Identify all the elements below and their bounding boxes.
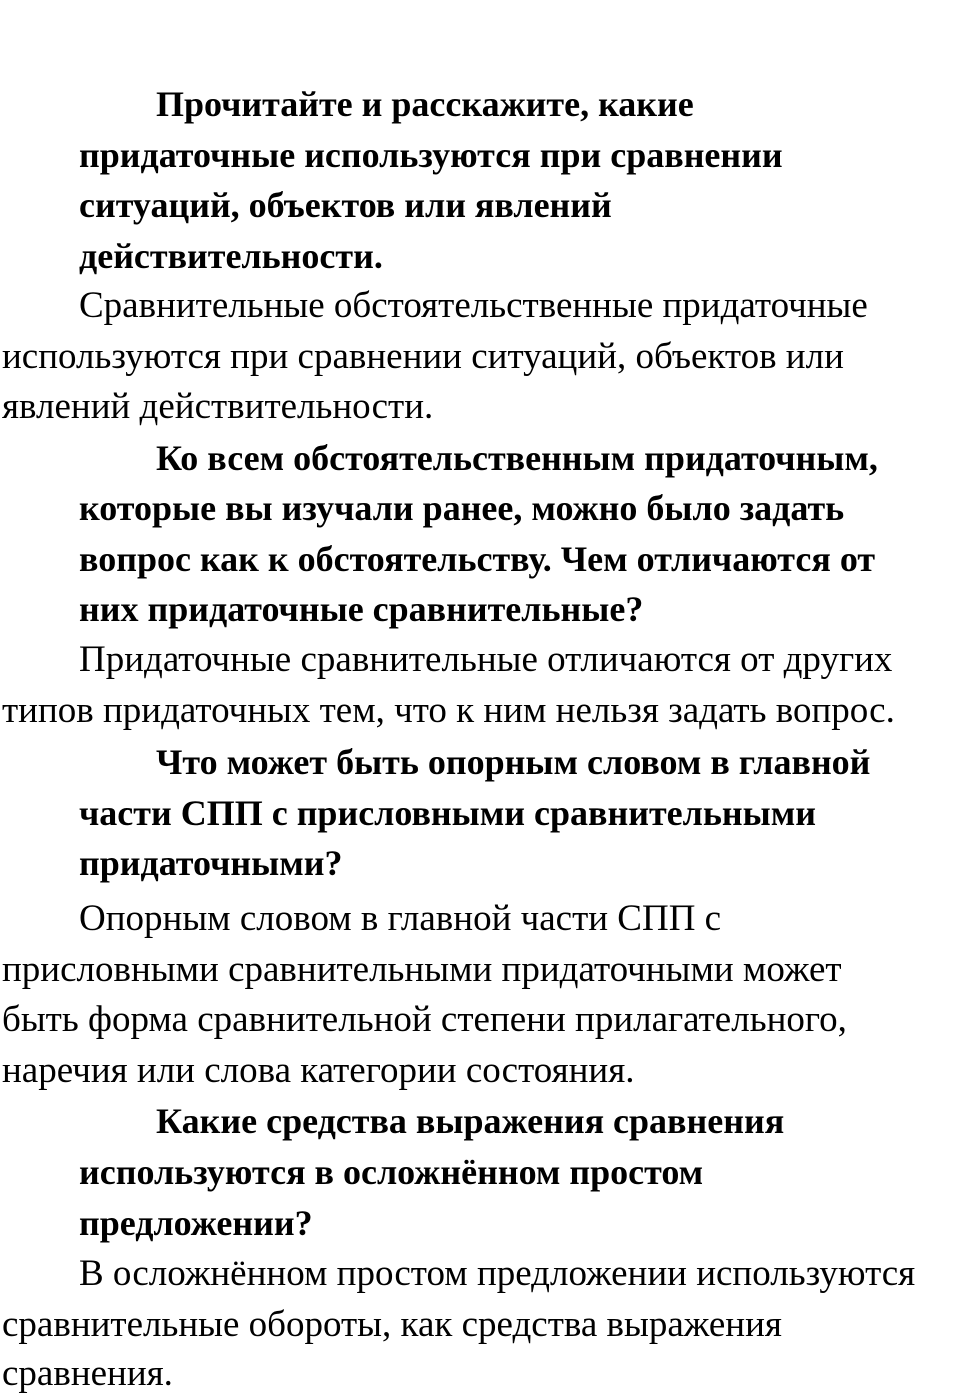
question-line: Ко всем обстоятельственным придаточным, bbox=[156, 438, 878, 478]
answer-line: сравнительные обороты, как средства выражения bbox=[2, 1304, 782, 1345]
question-line: действительности. bbox=[79, 236, 383, 276]
question-line: вопрос как к обстоятельству. Чем отличаются от bbox=[79, 539, 876, 579]
answer-line: наречия или слова категории состояния. bbox=[2, 1050, 635, 1091]
question-line: придаточными? bbox=[79, 843, 343, 883]
answer-line: типов придаточных тем, что к ним нельзя задать вопрос. bbox=[2, 690, 895, 731]
question-line: предложении? bbox=[79, 1203, 313, 1243]
answer-line: Сравнительные обстоятельственные придаточные bbox=[79, 285, 868, 326]
answer-line: Опорным словом в главной части СПП с bbox=[79, 898, 722, 939]
question-line: Прочитайте и расскажите, какие bbox=[156, 84, 694, 124]
answer-line: явлений действительности. bbox=[2, 386, 434, 427]
answer-line: быть форма сравнительной степени прилагательного, bbox=[2, 999, 847, 1040]
question-line: Какие средства выражения сравнения bbox=[156, 1101, 785, 1141]
question-line: них придаточные сравнительные? bbox=[79, 589, 644, 629]
answer-line: Придаточные сравнительные отличаются от других bbox=[79, 639, 893, 680]
answer-line: сравнения. bbox=[2, 1353, 173, 1394]
question-line: используются в осложнённом простом bbox=[79, 1152, 704, 1192]
question-line: части СПП с присловными сравнительными bbox=[79, 793, 816, 833]
question-line: придаточные используются при сравнении bbox=[79, 135, 783, 175]
question-line: которые вы изучали ранее, можно было задать bbox=[79, 488, 845, 528]
answer-line: присловными сравнительными придаточными может bbox=[2, 949, 842, 990]
question-line: Что может быть опорным словом в главной bbox=[156, 742, 871, 782]
answer-line: используются при сравнении ситуаций, объектов или bbox=[2, 336, 844, 377]
question-line: ситуаций, объектов или явлений bbox=[79, 185, 612, 225]
answer-line: В осложнённом простом предложении используются bbox=[79, 1253, 916, 1294]
